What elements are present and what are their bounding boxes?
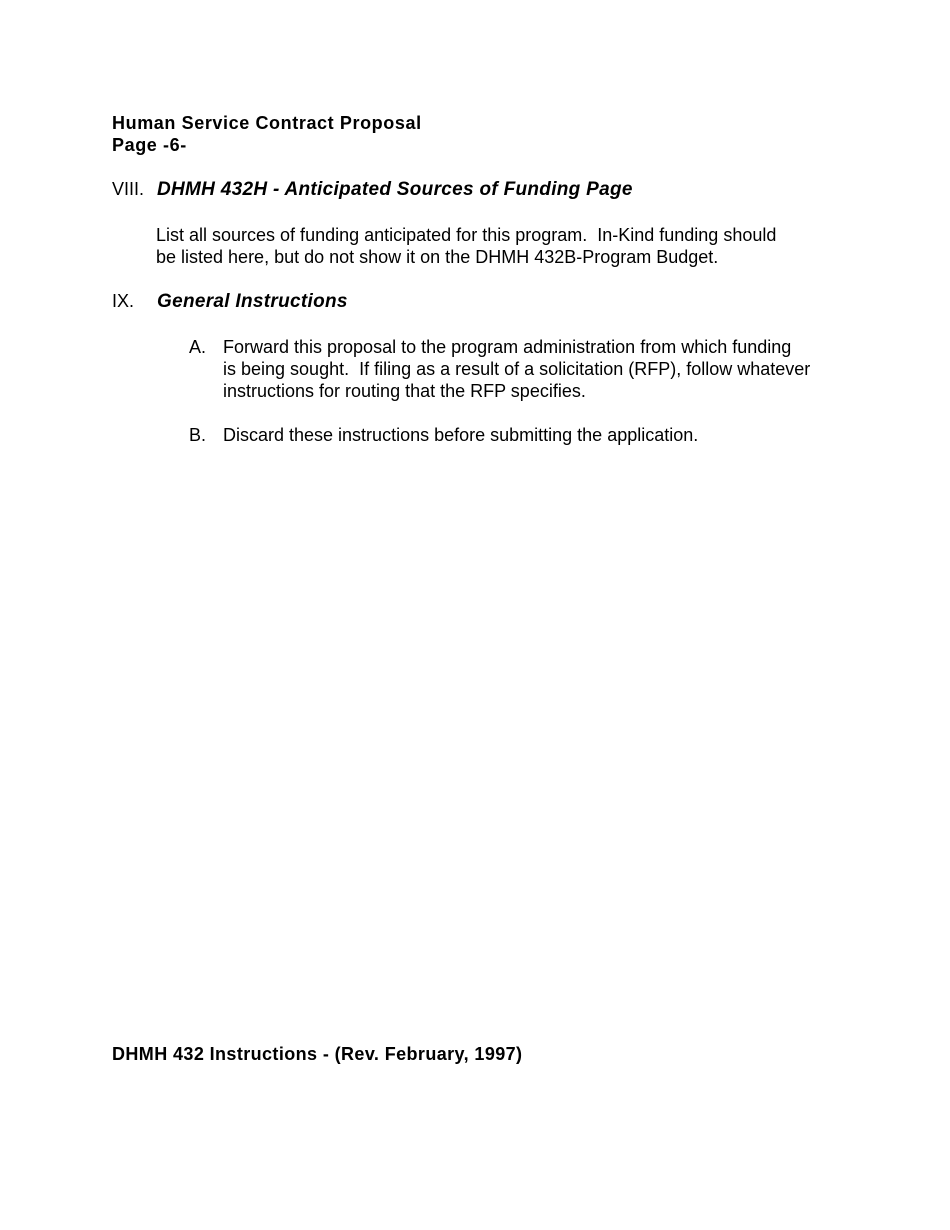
header-page-number: Page -6- [112,135,187,155]
list-item-b-text [223,424,849,446]
list-item-a [189,336,849,402]
section-viii-line-2: be listed here, but do not show it on the DHMH 432B-Program Budget. [156,247,719,267]
section-ix-heading [112,290,348,313]
section-viii-heading [112,178,633,201]
section-viii-number: VIII. [112,179,145,199]
list-item-a-text [223,336,849,402]
list-item-b-line-1: Discard these instructions before submitting the application. [223,425,699,445]
list-item-b [189,424,849,446]
list-item-a-line-1: Forward this proposal to the program administration from which funding [223,337,792,357]
section-ix-number: IX. [112,291,135,311]
section-viii-title: DHMH 432H - Anticipated Sources of Funding Page [157,179,633,200]
section-viii-line-1: List all sources of funding anticipated for this program. In-Kind funding should [156,225,777,245]
section-ix-title: General Instructions [157,291,348,312]
list-item-b-marker: B. [189,425,207,445]
page-footer: DHMH 432 Instructions - (Rev. February, 1997) [112,1044,523,1064]
page-header [112,112,422,156]
section-viii-body [156,224,776,268]
header-title: Human Service Contract Proposal [112,113,422,133]
list-item-a-marker: A. [189,337,207,357]
list-item-a-line-3: instructions for routing that the RFP specifies. [223,381,586,401]
list-item-a-line-2: is being sought. If filing as a result of a solicitation (RFP), follow whatever [223,359,811,379]
